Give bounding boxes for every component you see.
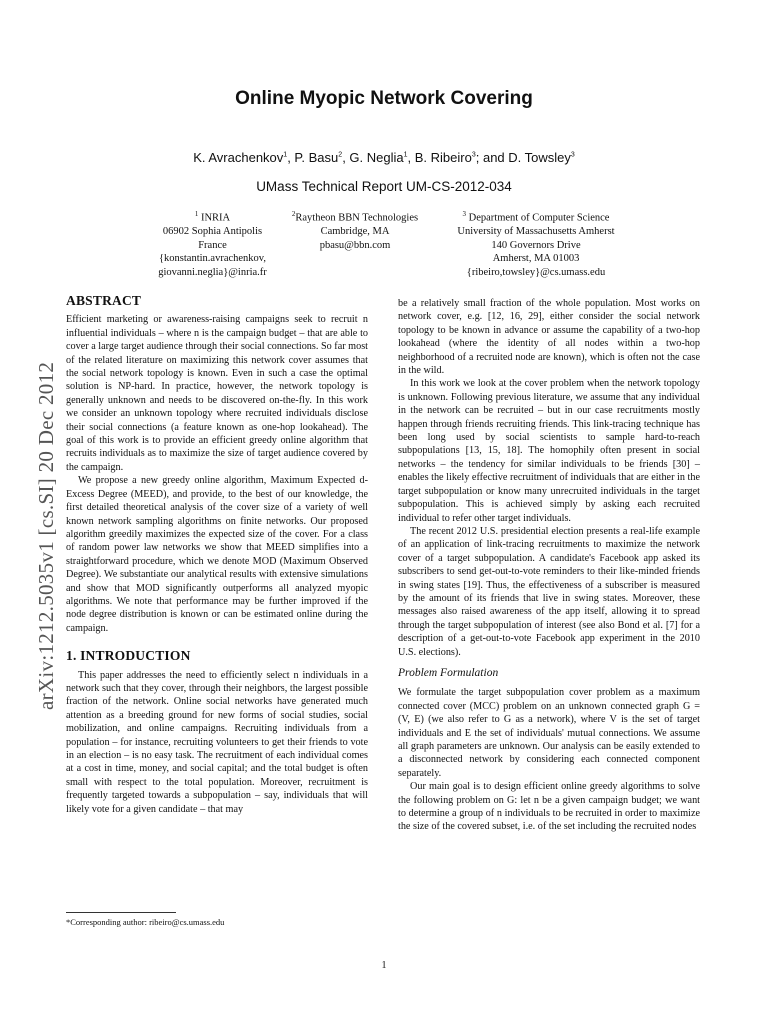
author-separator: , xyxy=(407,150,415,165)
affiliation-mark: 1 xyxy=(194,210,199,218)
left-column xyxy=(66,294,368,816)
affiliation-mark: 2 xyxy=(291,210,296,218)
affiliation-line: Raytheon BBN Technologies xyxy=(295,212,419,224)
affiliation-inria xyxy=(130,208,295,279)
technical-report-id: UMass Technical Report UM-CS-2012-034 xyxy=(256,179,512,194)
author-name: D. Towsley xyxy=(508,150,571,165)
body-paragraph: In this work we look at the cover problem when the network topology is unknown. Following previous literature, we assume that any individual in the network can be recruited – but in our case recruitments mostly happen through friends recruiting friends. This link-tracing technique has been long used by social scientists to sample hard-to-reach subpopulations [13, 15, 18]. The homophily often present in social networks – the tendency for similar individuals to be friends [30] – enables the likely effective recruitment of individuals that are either in the target subpopulation or know many unrecruited individuals in the target subpopulation. This is achieved simply by asking each recruited individual to refer other target individuals. xyxy=(398,378,700,524)
body-paragraph: The recent 2012 U.S. presidential election presents a real-life example of an application of link-tracing recruitments to maximize the network cover of a target subpopulation. A candidate's Facebook app asked its subscribers to send get-out-to-vote reminders to their like-minded friends in swing states [19]. Thus, the effectiveness of a subscriber is measured by the amount of its friends that live in swing states. Moreover, these messages also raised awareness of the app itself, allowing it to spread through the target subpopulation of interest (see also Bond et al. [7] for a description of a get-out-to-vote Facebook app experiment in the 2010 U.S. elections). xyxy=(398,525,700,658)
author-affiliation-mark: 1 xyxy=(283,151,288,159)
affiliation-email: {konstantin.avrachenkov, xyxy=(159,253,266,264)
paper-title: Online Myopic Network Covering xyxy=(235,88,533,109)
affiliation-email: giovanni.neglia}@inria.fr xyxy=(158,266,267,278)
right-column xyxy=(398,297,700,834)
body-paragraph: We formulate the target subpopulation cover problem as a maximum connected cover (MCC) problem on an unknown connected graph G = (V, E) (we also refer to G as a network), where V is the set of target individuals and E the set of individuals' mutual connections. We assume all graph parameters are unknown. Our analysis can be easily extended to a disconnected network by considering each connected component separately. xyxy=(398,687,700,779)
author-name: B. Ribeiro xyxy=(414,150,472,165)
author-separator: , xyxy=(287,150,295,165)
abstract-paragraph: We propose a new greedy online algorithm, Maximum Expected d-Excess Degree (MEED), and provide, to the best of our knowledge, the first detailed theoretical analysis of the cover size of a variety of well known network sampling algorithms on finite networks. Our proposed algorithm greedily maximizes the expected size of the cover. For a class of random power law networks we show that MEED simplifies into a straightforward procedure, which we denote MOD (Maximum Observed Degree). We substantiate our analytical results with extensive simulations and show that MOD significantly outperforms all analyzed myopic algorithms. We note that performance may be further improved if the node degree distribution is known or can be estimated online during the campaign. xyxy=(66,475,368,634)
author-affiliation-mark: 2 xyxy=(338,151,343,159)
affiliation-raytheon xyxy=(272,208,438,252)
author-separator: , xyxy=(342,150,350,165)
affiliation-line: University of Massachusetts Amherst xyxy=(457,226,615,237)
affiliation-line: Cambridge, MA xyxy=(320,226,390,237)
author-separator: ; and xyxy=(475,150,509,165)
affiliation-line: 140 Governors Drive xyxy=(491,239,581,251)
affiliation-line: Department of Computer Science xyxy=(468,212,610,224)
introduction-paragraph: This paper addresses the need to efficiently select n individuals in a network such that they cover, through their neighbors, the largest possible fraction of the network. Online social networks have generated much attention as a breeding ground for new forms of social studies, social mobilization, and online campaigns. Recruiting individuals from a population – for instance, recruiting volunteers to get their friends to vote in an election – is no easy task. The recruitment of each individual comes at a cost in time, money, and social capital; and the total budget is often small with respect to the total population. Moreover, recruitment is frequently targeted towards a subpopulation – say, individuals that will likely vote for a given candidate – that may xyxy=(66,669,368,815)
abstract-paragraph: Efficient marketing or awareness-raising campaigns seek to recruit n influential individuals – where n is the campaign budget – that are able to cover a large target audience through their social connections. So far most of the related literature on maximizing this network cover assumes that the social network topology is known. Even in such a case the optimal solution is NP-hard. In practice, however, the network topology is generally unknown and needs to be discovered on-the-fly. In this work we consider an unknown topology where recruited individuals disclose their social connections (a feature known as one-hop lookahead). The goal of this work is to provide an efficient greedy online algorithm that recruits individuals as to maximize the size of target audience covered by the campaign. xyxy=(66,314,368,473)
affiliation-email: {ribeiro,towsley}@cs.umass.edu xyxy=(466,266,606,278)
introduction-heading: 1. INTRODUCTION xyxy=(66,648,191,664)
corresponding-author-footnote: *Corresponding author: ribeiro@cs.umass.edu xyxy=(66,917,225,927)
affiliation-umass xyxy=(430,208,642,279)
affiliation-line: 06902 Sophia Antipolis xyxy=(162,226,263,237)
affiliation-mark: 3 xyxy=(462,210,467,218)
problem-formulation-heading: Problem Formulation xyxy=(398,666,499,679)
author-affiliation-mark: 3 xyxy=(570,151,575,159)
author-name: G. Neglia xyxy=(349,150,404,165)
footnote-divider xyxy=(66,912,176,913)
affiliation-email: pbasu@bbn.com xyxy=(319,239,391,251)
affiliation-line: Amherst, MA 01003 xyxy=(492,253,580,264)
affiliation-line: INRIA xyxy=(200,212,231,224)
page-number: 1 xyxy=(381,960,387,971)
arxiv-stamp-text: arXiv:1212.5035v1 [cs.SI] 20 Dec 2012 xyxy=(34,361,58,710)
author-name: K. Avrachenkov xyxy=(193,150,284,165)
author-affiliation-mark: 3 xyxy=(471,151,476,159)
author-affiliation-mark: 1 xyxy=(403,151,408,159)
body-paragraph: be a relatively small fraction of the whole population. Most works on network cover, e.g. [12, 16, 29], either consider the social network topology to be known in advance or assume the capability of a two-hop lookahead (where the identity of all nodes within a two-hop neighborhood of a recruited node are known), which is often not the case in the wild. xyxy=(398,298,700,377)
arxiv-stamp xyxy=(4,290,58,710)
author-name: P. Basu xyxy=(294,150,339,165)
abstract-heading: ABSTRACT xyxy=(66,293,142,308)
affiliation-line: France xyxy=(198,239,227,251)
body-paragraph: Our main goal is to design efficient online greedy algorithms to solve the following problem on G: let n be a given campaign budget; we want to determine a group of n individuals to be recruited in order to maximize the size of the covered subset, i.e. of the set including the recruited nodes xyxy=(398,781,700,833)
author-list xyxy=(0,150,768,165)
